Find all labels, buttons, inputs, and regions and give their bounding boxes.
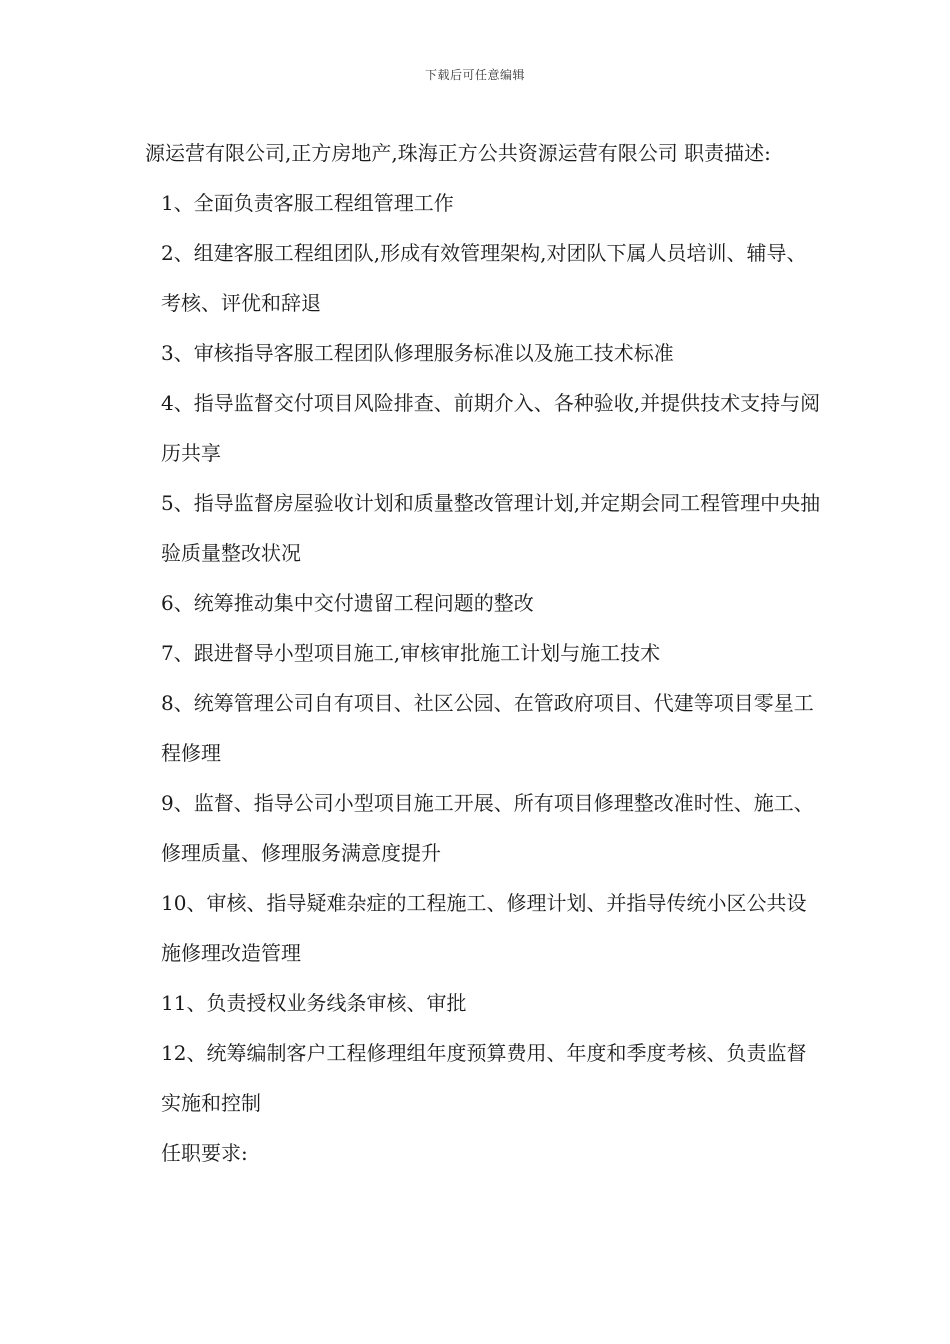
duty-item-9: 9、监督、指导公司小型项目施工开展、所有项目修理整改准时性、施工、修理质量、修理服务满意度提升 <box>161 791 814 865</box>
duty-item-5: 5、指导监督房屋验收计划和质量整改管理计划,并定期会同工程管理中央抽验质量整改状况 <box>161 491 821 565</box>
paragraph-intro: 源运营有限公司,正方房地产,珠海正方公共资源运营有限公司 职责描述: <box>145 141 771 165</box>
page-header: 下载后可任意编辑 <box>424 68 525 82</box>
duty-item-2: 2、组建客服工程组团队,形成有效管理架构,对团队下属人员培训、辅导、考核、评优和辞退 <box>161 241 807 315</box>
duty-item-12: 12、统筹编制客户工程修理组年度预算费用、年度和季度考核、负责监督实施和控制 <box>161 1041 807 1115</box>
document-body <box>145 128 825 1178</box>
duty-item-7: 7、跟进督导小型项目施工,审核审批施工计划与施工技术 <box>161 641 661 665</box>
duty-item-3: 3、审核指导客服工程团队修理服务标准以及施工技术标准 <box>161 341 674 365</box>
duty-item-6: 6、统筹推动集中交付遗留工程问题的整改 <box>161 591 534 615</box>
duty-item-11: 11、负责授权业务线条审核、审批 <box>161 991 467 1015</box>
duty-item-8: 8、统筹管理公司自有项目、社区公园、在管政府项目、代建等项目零星工程修理 <box>161 691 814 765</box>
duty-item-4: 4、指导监督交付项目风险排查、前期介入、各种验收,并提供技术支持与阅历共享 <box>161 391 821 465</box>
requirements-heading: 任职要求: <box>161 1141 248 1165</box>
duty-item-1: 1、全面负责客服工程组管理工作 <box>161 191 454 215</box>
duty-item-10: 10、审核、指导疑难杂症的工程施工、修理计划、并指导传统小区公共设施修理改造管理 <box>161 891 807 965</box>
